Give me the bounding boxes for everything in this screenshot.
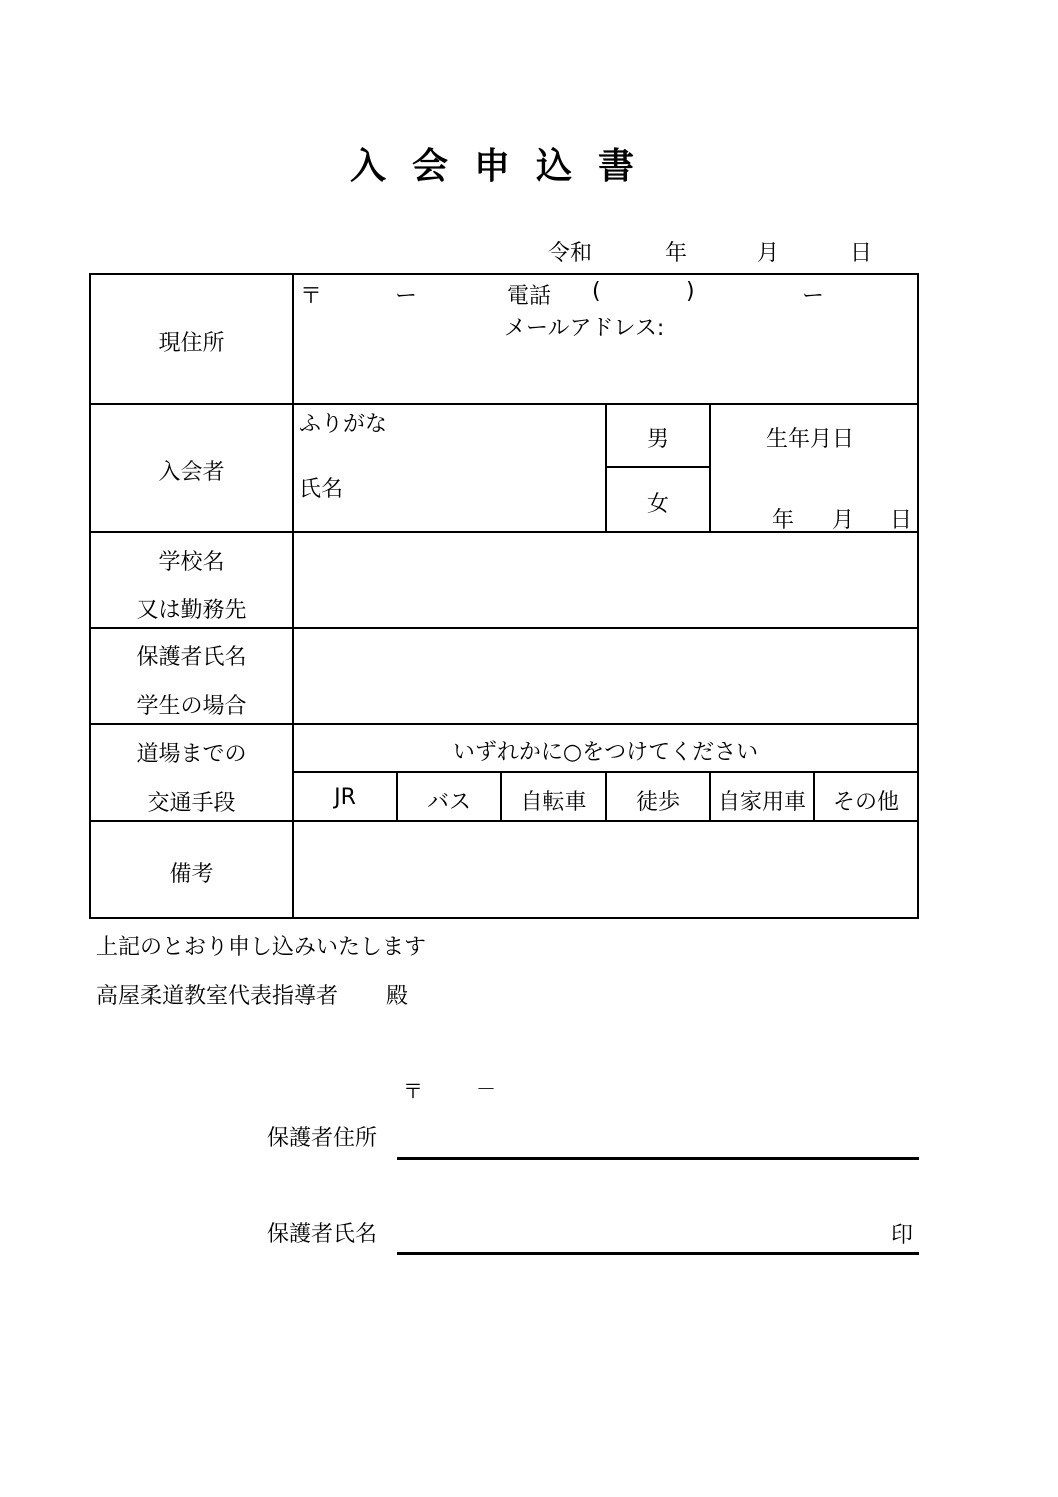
honorific: 殿 [386,984,409,1009]
transport-instruction: いずれかに○をつけてください [452,740,759,765]
phone-close-paren: ) [686,279,695,304]
postal-mark: 〒 [300,284,323,309]
gender-female-option[interactable]: 女 [646,492,669,517]
address-label: 現住所 [158,331,225,356]
guardian-postal-mark: 〒 [403,1079,423,1103]
phone-label: 電話 [507,284,552,309]
birthdate-label: 生年月日 [766,427,855,452]
guardian-address-label: 保護者住所 [267,1126,378,1151]
postal-dash: ー [395,284,418,309]
guardian-address-line[interactable] [397,1157,919,1160]
transport-option-walk[interactable]: 徒歩 [635,790,680,815]
transport-option-other[interactable]: その他 [832,790,899,815]
transport-option-car[interactable]: 自家用車 [717,790,806,815]
furigana-label: ふりがな [299,412,388,437]
gender-male-option[interactable]: 男 [646,427,669,452]
name-label: 氏名 [299,477,344,502]
birth-month-label: 月 [832,508,855,533]
birth-year-label: 年 [772,508,795,533]
date-month-label: 月 [757,241,780,266]
date-year-label: 年 [665,241,688,266]
date-day-label: 日 [850,241,873,266]
transport-option-bus[interactable]: バス [426,790,471,815]
transport-option-jr[interactable]: JR [334,785,356,810]
guardian-name-line[interactable] [397,1252,919,1255]
addressee: 高屋柔道教室代表指導者 [96,984,339,1009]
phone-open-paren: ( [592,279,601,304]
date-era: 令和 [548,241,593,266]
seal-label: 印 [891,1223,914,1248]
application-statement: 上記のとおり申し込みいたします [96,935,427,960]
page-title: 入会申込書 [349,146,660,187]
guardian-note-label: 学生の場合 [136,694,247,719]
birth-day-label: 日 [890,508,913,533]
transport-label-line1: 道場までの [136,742,247,767]
transport-label-line2: 交通手段 [147,791,236,816]
remarks-label: 備考 [169,862,214,887]
email-label: メールアドレス: [504,316,665,341]
guardian-name-row-label: 保護者氏名 [136,645,247,670]
guardian-postal-dash: － [476,1077,496,1101]
transport-option-bicycle[interactable]: 自転車 [520,790,587,815]
guardian-signature-name-label: 保護者氏名 [267,1222,378,1247]
school-label: 学校名 [158,550,225,575]
phone-dash: ー [802,284,825,309]
workplace-label: 又は勤務先 [136,598,247,623]
applicant-label: 入会者 [158,460,225,485]
